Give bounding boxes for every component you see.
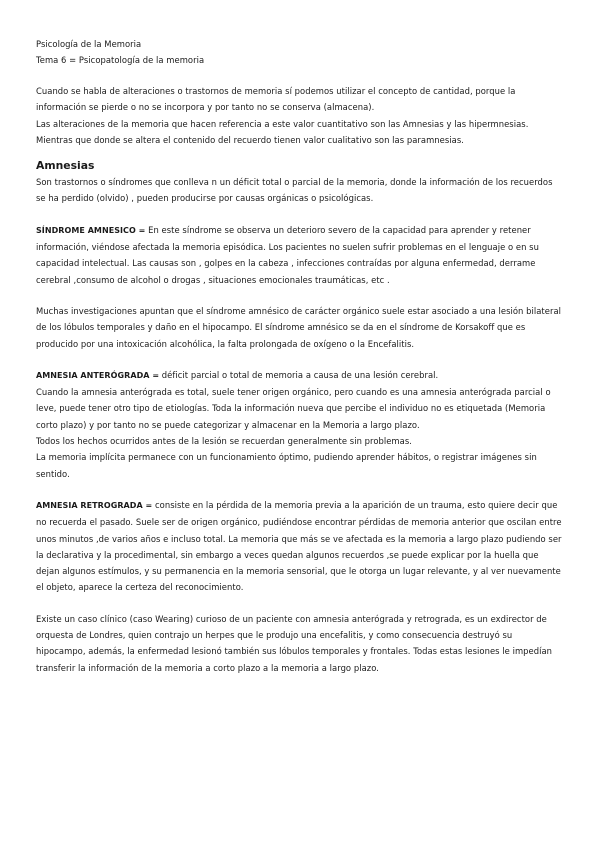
anterograda-definition: déficit parcial o total de memoria a causa de una lesión cerebral. [159, 369, 439, 380]
intro-paragraph-1: Cuando se habla de alteraciones o trastornos de memoria sí podemos utilizar el concepto de cantidad, porque la información se pierde o no se incorpora y por tanto no se conserva (almacena). [36, 86, 516, 113]
anterograda-paragraph-1 [36, 367, 564, 384]
intro-paragraph-3: Mientras que donde se altera el contenido del recuerdo tienen valor cualitativo son las paramnesias. [36, 134, 464, 145]
retrograda-paragraph [36, 497, 564, 596]
sindrome-amnesico-paragraph [36, 222, 564, 288]
intro-paragraph-2: Las alteraciones de la memoria que hacen referencia a este valor cuantitativo son las Amnesias y las hipermnesias. [36, 118, 529, 129]
investigaciones-paragraph: Muchas investigaciones apuntan que el síndrome amnésico de carácter orgánico suele estar asociado a una lesión bilateral de los lóbulos temporales y daño en el hipocampo. El síndrome amnésico se da en el síndrome de Korsakoff que es producido por una intoxicación alcohólica, la falta prolongada de oxígeno o la Encefalitis. [36, 305, 562, 349]
course-title: Psicología de la Memoria [36, 39, 142, 49]
anterograda-paragraph-3: Todos los hechos ocurridos antes de la lesión se recuerdan generalmente sin problemas. [36, 436, 412, 447]
anterograda-paragraph-2: Cuando la amnesia anterógrada es total, suele tener origen orgánico, pero cuando es una amnesia anterógrada parcial o leve, puede tener otro tipo de etiologías. Toda la información nueva que percibe el individuo no es etiquetada (Memoria corto plazo) y por tanto no se puede categorizar y almacenar en la Memoria a largo plazo. [36, 387, 551, 430]
amnesia-retrograda-section [36, 497, 564, 596]
caso-wearing-paragraph: Existe un caso clínico (caso Wearing) curioso de un paciente con amnesia anterógrada y retrograda, es un exdirector de orquesta de Londres, quien contrajo un herpes que le produjo una encefalitis, y como consecuencia destruyó su hipocampo, además, la enfermedad lesionó también sus lóbulos temporales y frontales. Todas estas lesiones le impedían transferir la información de la memoria a corto plazo a la memoria a largo plazo. [36, 613, 553, 673]
caso-wearing-section [36, 611, 564, 676]
sindrome-amnesico-term: SÍNDROME AMNESICO = [36, 225, 146, 235]
document-header [36, 37, 564, 68]
amnesia-anterograda-section [36, 367, 564, 482]
sindrome-amnesico-section [36, 222, 564, 288]
topic-title: Tema 6 = Psicopatología de la memoria [36, 54, 205, 65]
anterograda-term: AMNESIA ANTERÓGRADA = [36, 370, 160, 380]
sindrome-amnesico-text: En este síndrome se observa un deterioro severo de la capacidad para aprender y retener información, viéndose afectada la memoria episódica. Los pacientes no suelen sufrir problemas en el lenguaje o en su capacidad intelectual. Las causas son , golpes en la cabeza , infecciones contraídas por alguna enfermedad, derrame cerebral ,consumo de alcohol o drogas , situaciones emocionales traumáticas, etc . [36, 224, 539, 285]
retrograda-text: consiste en la pérdida de la memoria previa a la aparición de un trauma, esto quiere decir que no recuerda el pasado. Suele ser de origen orgánico, pudiéndose encontrar pérdidas de memoria anterior que oscilan entre unos minutos ,de varios años e incluso total. La memoria que más se ve afectada es la memoria a largo plazo pudiendo ser la declarativa y la procedimental, sin embargo a veces quedan algunos recuerdos ,se puede explicar por la huella que dejan algunos estímulos, y su permanencia en la memoria sensorial, que le otorga un lugar relevante, y al ver nuevamente el objeto, aparece la certeza del reconocimiento. [36, 499, 562, 593]
intro-section [36, 83, 564, 148]
anterograda-paragraph-4: La memoria implícita permanece con un funcionamiento óptimo, pudiendo aprender hábitos, o registrar imágenes sin sentido. [36, 452, 537, 479]
amnesias-heading: Amnesias [36, 159, 95, 173]
amnesias-definition: Son trastornos o síndromes que conlleva n un déficit total o parcial de la memoria, donde la información de los recuerdos se ha perdido (olvido) , pueden producirse por causas orgánicas o psicológicas. [36, 177, 553, 204]
investigaciones-section [36, 303, 564, 352]
retrograda-term: AMNESIA RETROGRADA = [36, 500, 153, 510]
